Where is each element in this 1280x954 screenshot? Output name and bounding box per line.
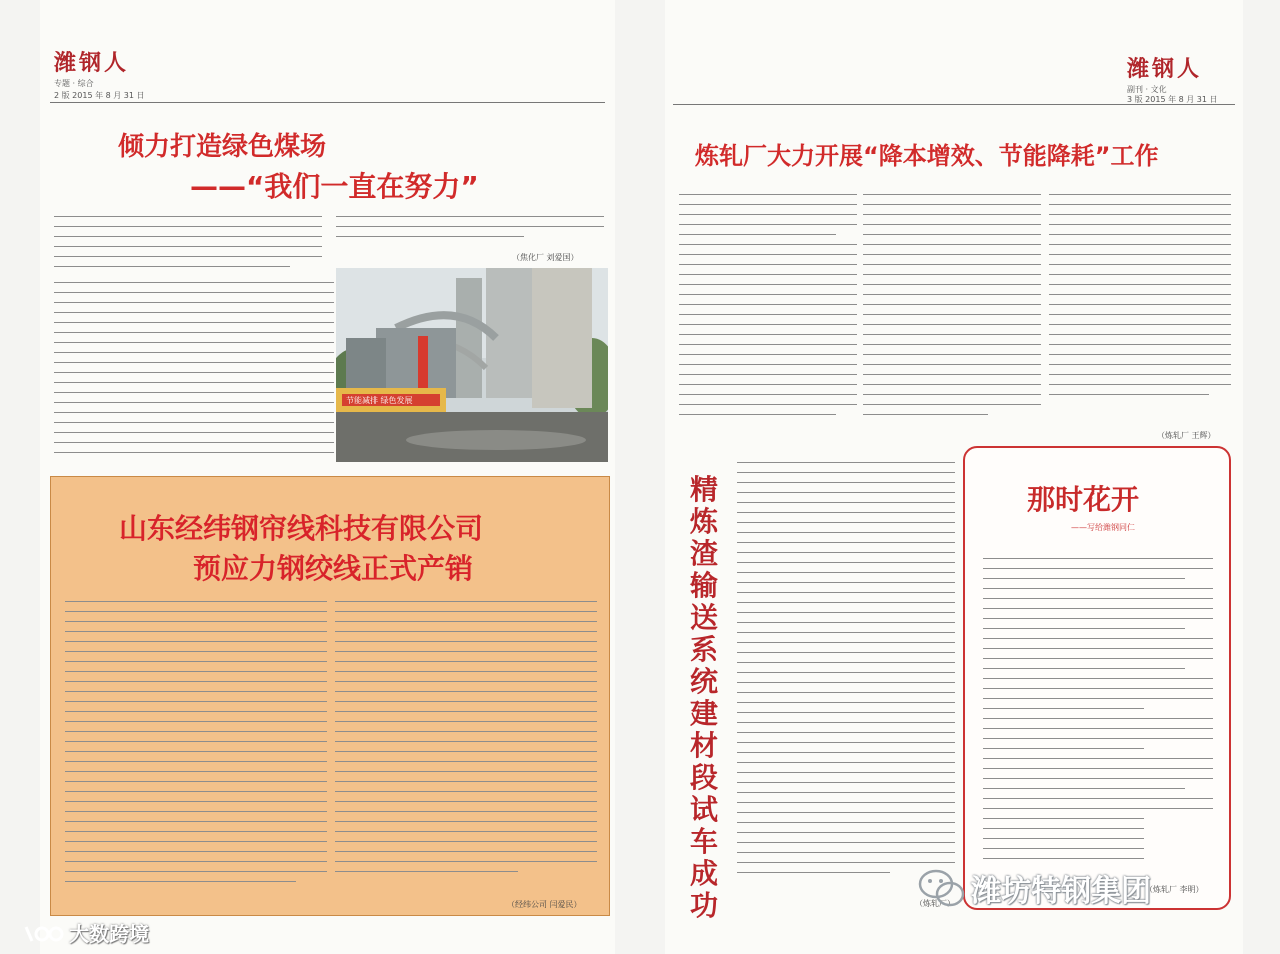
- poem-title: 那时花开: [1027, 483, 1140, 516]
- wechat-watermark: [918, 866, 1151, 910]
- corner-watermark-text: 大数跨境: [69, 922, 150, 946]
- left-article1-body-main: [54, 282, 334, 462]
- left-article1-body-top-col2: [336, 216, 604, 246]
- left-article1-photo: [336, 268, 608, 462]
- poem-subtitle: ——写给潍钢同仁: [1071, 523, 1135, 532]
- right-header-rule: [673, 104, 1235, 105]
- left-masthead: 潍钢人: [54, 50, 130, 76]
- right-date-line: 3 版 2015 年 8 月 31 日: [1127, 95, 1218, 104]
- right-article2-vertical-title: 精炼渣输送系统建材段试车成功: [689, 473, 718, 922]
- right-masthead: 潍钢人: [1127, 56, 1203, 82]
- left-header-rule: [50, 102, 605, 103]
- ad-body-col1: [65, 601, 327, 897]
- left-newspaper-page: [40, 0, 615, 954]
- left-article1-title-line2: ——“我们一直在努力”: [190, 170, 479, 203]
- corner-watermark: [22, 918, 149, 947]
- left-article1-title-line1: 倾力打造绿色煤场: [118, 132, 327, 162]
- left-article1-body-top-col1: [54, 216, 322, 276]
- right-article2-author: （炼轧厂）: [915, 899, 955, 908]
- right-article2-body: [737, 462, 955, 882]
- left-masthead-sub: 专题 · 综合: [54, 79, 94, 88]
- wechat-watermark-text: 潍坊特钢集团: [971, 874, 1152, 909]
- right-article1-author: （炼轧厂 王辉）: [1157, 431, 1216, 440]
- left-date-line: 2 版 2015 年 8 月 31 日: [54, 91, 145, 100]
- corner-logo-icon: [22, 921, 64, 945]
- left-article1-author: （焦化厂 刘爱国）: [512, 253, 579, 262]
- ad-title-line2: 预应力钢绞线正式产销: [193, 552, 474, 585]
- ad-author: （经纬公司 闫爱民）: [507, 900, 582, 909]
- right-article1-col1: [679, 194, 857, 444]
- photo-banner-text: 节能减排 绿色发展: [346, 396, 413, 405]
- ad-box: [50, 476, 610, 916]
- ad-body-col2: [335, 601, 597, 897]
- poem-box: [963, 446, 1231, 910]
- poem-author: （炼轧厂 李明）: [1145, 885, 1204, 894]
- right-masthead-sub: 副刊 · 文化: [1127, 85, 1167, 94]
- right-newspaper-page: [665, 0, 1243, 954]
- poem-body: [983, 558, 1213, 878]
- right-article1-title: 炼轧厂大力开展“降本增效、节能降耗”工作: [695, 142, 1159, 170]
- ad-title-line1: 山东经纬钢帘线科技有限公司: [119, 512, 484, 545]
- wechat-icon: [918, 868, 966, 908]
- right-article1-col2: [863, 194, 1041, 444]
- left-article1-body-bottom: [54, 452, 334, 462]
- right-article1-col3: [1049, 194, 1231, 430]
